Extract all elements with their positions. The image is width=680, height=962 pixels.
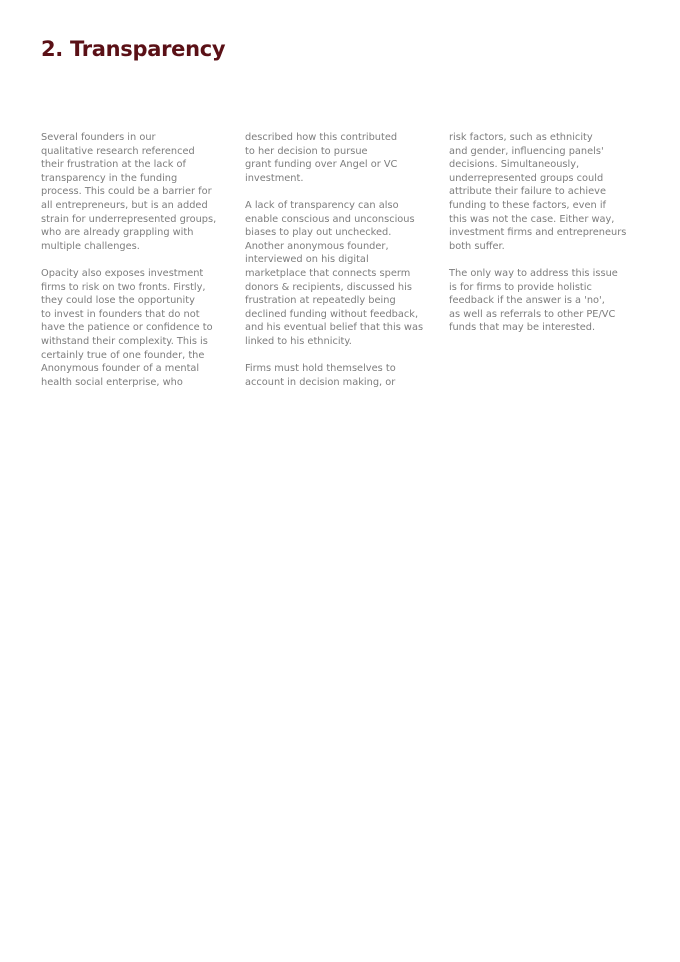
text-line: biases to play out unchecked. xyxy=(245,227,392,239)
text-line: decisions. Simultaneously, xyxy=(449,159,580,171)
paragraph-opacity-risk xyxy=(41,267,233,389)
text-line: to invest in founders that do not xyxy=(41,308,200,320)
text-line: marketplace that connects sperm xyxy=(245,267,411,279)
text-line: multiple challenges. xyxy=(41,240,140,252)
text-line: The only way to address this issue xyxy=(449,267,618,279)
text-line: both suffer. xyxy=(449,240,505,252)
text-line: and gender, influencing panels' xyxy=(449,145,604,157)
text-line: A lack of transparency can also xyxy=(245,199,399,211)
text-line: as well as referrals to other PE/VC xyxy=(449,308,616,320)
text-line: donors & recipients, discussed his xyxy=(245,281,412,293)
text-line: withstand their complexity. This is xyxy=(41,335,208,347)
text-line: to her decision to pursue xyxy=(245,145,368,157)
text-column-2 xyxy=(245,131,437,403)
text-line: attribute their failure to achieve xyxy=(449,186,606,198)
text-line: investment. xyxy=(245,172,304,184)
text-line: their frustration at the lack of xyxy=(41,159,186,171)
text-column-1 xyxy=(41,131,233,403)
text-line: funding to these factors, even if xyxy=(449,199,607,211)
paragraph-holistic-feedback xyxy=(449,267,641,335)
text-line: health social enterprise, who xyxy=(41,376,183,388)
text-line: investment firms and entrepreneurs xyxy=(449,227,627,239)
text-column-3 xyxy=(449,131,641,349)
text-line: firms to risk on two fronts. Firstly, xyxy=(41,281,206,293)
text-line: feedback if the answer is a 'no', xyxy=(449,295,605,307)
text-line: Opacity also exposes investment xyxy=(41,267,204,279)
text-line: underrepresented groups could xyxy=(449,172,604,184)
text-line: risk factors, such as ethnicity xyxy=(449,132,593,143)
text-line: funds that may be interested. xyxy=(449,322,596,334)
page-title: 2. Transparency xyxy=(41,37,226,61)
paragraph-biases xyxy=(245,199,437,349)
text-line: transparency in the funding xyxy=(41,172,178,184)
text-line: and his eventual belief that this was xyxy=(245,322,424,334)
paragraph-accountability xyxy=(245,362,437,389)
text-line: is for firms to provide holistic xyxy=(449,281,592,293)
text-line: who are already grappling with xyxy=(41,227,194,239)
text-line: Anonymous founder of a mental xyxy=(41,363,200,375)
text-line: declined funding without feedback, xyxy=(245,308,419,320)
text-line: certainly true of one founder, the xyxy=(41,349,205,361)
text-line: Firms must hold themselves to xyxy=(245,363,396,375)
paragraph-grant-funding xyxy=(245,131,437,185)
text-line: strain for underrepresented groups, xyxy=(41,213,217,225)
text-line: frustration at repeatedly being xyxy=(245,295,396,307)
text-line: process. This could be a barrier for xyxy=(41,186,212,198)
text-line: enable conscious and unconscious xyxy=(245,213,415,225)
text-line: interviewed on his digital xyxy=(245,254,369,266)
text-line: described how this contributed xyxy=(245,132,398,143)
text-line: grant funding over Angel or VC xyxy=(245,159,398,171)
text-line: linked to his ethnicity. xyxy=(245,335,352,347)
text-line: they could lose the opportunity xyxy=(41,295,195,307)
text-line: qualitative research referenced xyxy=(41,145,195,157)
paragraph-risk-factors xyxy=(449,131,641,253)
text-line: all entrepreneurs, but is an added xyxy=(41,199,208,211)
text-line: this was not the case. Either way, xyxy=(449,213,615,225)
paragraph-founders-frustration xyxy=(41,131,233,253)
text-line: have the patience or confidence to xyxy=(41,322,213,334)
text-line: account in decision making, or xyxy=(245,376,396,388)
text-line: Several founders in our xyxy=(41,132,156,143)
text-line: Another anonymous founder, xyxy=(245,240,389,252)
